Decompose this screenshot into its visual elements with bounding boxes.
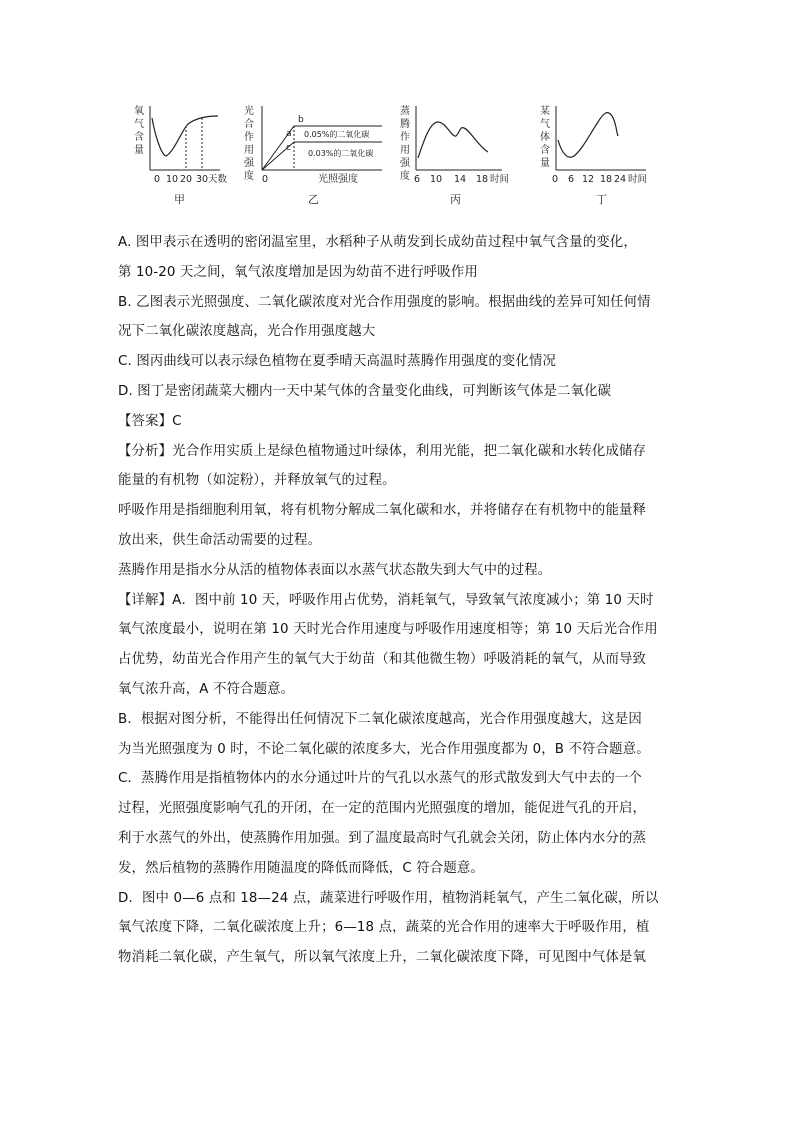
figure-bing-tick-6: 6 bbox=[414, 174, 421, 185]
figure-ding-tick-12: 12 bbox=[582, 174, 595, 185]
figure-bing-ylabel-3: 作 bbox=[400, 132, 410, 143]
figure-bing-tick-18: 18 bbox=[476, 174, 489, 185]
figure-jia-x-unit: 天数 bbox=[208, 174, 228, 185]
analysis-line-1: 【分析】光合作用实质上是绿色植物通过叶绿体，利用光能，把二氧化碳和水转化成储存 bbox=[118, 443, 647, 459]
detail-line-4: 氧气浓升高，A 不符合题意。 bbox=[118, 681, 295, 697]
analysis-line-2: 能量的有机物（如淀粉），并释放氧气的过程。 bbox=[118, 473, 396, 489]
detail-line-12: 氧气浓度下降，二氧化碳浓度上升；6—18 点，蔬菜的光合作用的速率大于呼吸作用，植 bbox=[118, 920, 650, 936]
figure-yi-caption: 乙 bbox=[308, 193, 319, 206]
option-a-line-1: A. 图甲表示在透明的密闭温室里，水稻种子从萌发到长成幼苗过程中氧气含量的变化， bbox=[118, 235, 637, 250]
figure-yi-ylabel-1: 光 bbox=[244, 106, 254, 117]
option-c-line: C. 图丙曲线可以表示绿色植物在夏季晴天高温时蒸腾作用强度的变化情况 bbox=[118, 354, 557, 370]
detail-line-5: B．根据对图分析，不能得出任何情况下二氧化碳浓度越高，光合作用强度越大，这是因 bbox=[118, 711, 642, 727]
figure-bing-curve bbox=[418, 122, 488, 158]
option-a-line-2: 第 10-20 天之间，氧气浓度增加是因为幼苗不进行呼吸作用 bbox=[118, 264, 478, 280]
answer-line: 【答案】C bbox=[118, 413, 182, 429]
figure-bing-x-unit: 时间 bbox=[490, 174, 510, 185]
figure-jia-tick-20: 20 bbox=[180, 174, 193, 185]
detail-line-9: 利于水蒸气的外出，使蒸腾作用加强。到了温度最高时气孔就会关闭，防止体内水分的蒸 bbox=[118, 830, 647, 846]
figure-ding-ylabel-2: 气 bbox=[540, 119, 550, 130]
detail-line-1: 【详解】A．图中前 10 天，呼吸作用占优势，消耗氧气，导致氧气浓度减小；第 10 天时 bbox=[118, 592, 654, 608]
analysis-line-3: 呼吸作用是指细胞利用氧，将有机物分解成二氧化碳和水，并将储存在有机物中的能量释 bbox=[118, 503, 647, 519]
detail-line-13: 物消耗二氧化碳，产生氧气，所以氧气浓度上升，二氧化碳浓度下降，可见图中气体是氧 bbox=[118, 950, 647, 966]
figure-ding-tick-24: 24 bbox=[614, 174, 627, 185]
figure-jia-graph bbox=[130, 100, 230, 212]
figure-bing bbox=[398, 100, 518, 216]
figure-jia bbox=[130, 100, 230, 216]
detail-line-6: 为当光照强度为 0 时，不论二氧化碳的浓度多大，光合作用强度都为 0，B 不符合题意。 bbox=[118, 741, 650, 757]
figure-jia-tick-30: 30 bbox=[196, 174, 209, 185]
figure-yi-ylabel-2: 合 bbox=[244, 119, 254, 130]
figure-ding-tick-0: 0 bbox=[552, 174, 559, 185]
figure-row bbox=[118, 100, 678, 212]
figure-ding-ylabel-5: 量 bbox=[540, 158, 550, 169]
figure-yi-point-a: a bbox=[286, 129, 292, 139]
figure-ding-graph bbox=[538, 100, 668, 212]
figure-ding-ylabel-3: 体 bbox=[540, 132, 550, 143]
figure-bing-ylabel-1: 蒸 bbox=[400, 106, 410, 117]
detail-line-3: 占优势，幼苗光合作用产生的氧气大于幼苗（和其他微生物）呼吸消耗的氧气，从而导致 bbox=[118, 652, 647, 668]
figure-bing-ylabel-2: 腾 bbox=[400, 119, 410, 130]
figure-ding bbox=[538, 100, 668, 216]
question-text bbox=[118, 228, 678, 973]
figure-ding-caption: 丁 bbox=[596, 193, 607, 206]
figure-jia-ylabel-2: 气 bbox=[134, 119, 144, 130]
figure-jia-tick-0: 0 bbox=[154, 174, 161, 185]
figure-ding-ylabel-1: 某 bbox=[540, 106, 550, 117]
figure-yi-series-low: 0.03%的二氧化碳 bbox=[308, 149, 374, 158]
option-d-line: D. 图丁是密闭蔬菜大棚内一天中某气体的含量变化曲线，可判断该气体是二氧化碳 bbox=[118, 383, 612, 399]
detail-line-7: C．蒸腾作用是指植物体内的水分通过叶片的气孔以水蒸气的形式散发到大气中去的一个 bbox=[118, 771, 643, 787]
figure-jia-tick-10: 10 bbox=[166, 174, 179, 185]
figure-yi-x-label: 光照强度 bbox=[318, 174, 358, 185]
figure-jia-ylabel-3: 含 bbox=[134, 132, 144, 143]
figure-jia-ylabel-4: 量 bbox=[134, 145, 144, 156]
figure-yi-point-b: b bbox=[298, 115, 304, 125]
figure-yi-graph bbox=[242, 100, 392, 212]
figure-ding-curve bbox=[558, 113, 618, 158]
figure-bing-ylabel-5: 强 bbox=[400, 158, 410, 169]
figure-jia-ylabel-1: 氧 bbox=[134, 106, 144, 117]
figure-yi-origin: 0 bbox=[262, 174, 269, 185]
figure-yi bbox=[242, 100, 392, 216]
detail-line-8: 过程，光照强度影响气孔的开闭，在一定的范围内光照强度的增加，能促进气孔的开启， bbox=[118, 801, 647, 817]
figure-ding-tick-6: 6 bbox=[568, 174, 575, 185]
figure-yi-ylabel-5: 强 bbox=[244, 158, 254, 169]
figure-bing-tick-10: 10 bbox=[430, 174, 443, 185]
option-b-line-2: 况下二氧化碳浓度越高，光合作用强度越大 bbox=[118, 324, 376, 340]
figure-bing-ylabel-4: 用 bbox=[400, 145, 410, 156]
figure-jia-curve bbox=[152, 116, 218, 156]
figure-bing-ylabel-6: 度 bbox=[400, 171, 410, 182]
option-b-line-1: B. 乙图表示光照强度、二氧化碳浓度对光合作用强度的影响。根据曲线的差异可知任何情 bbox=[118, 294, 651, 310]
figure-ding-x-unit: 时间 bbox=[628, 174, 648, 185]
figure-ding-tick-18: 18 bbox=[600, 174, 613, 185]
figure-yi-ylabel-4: 用 bbox=[244, 145, 254, 156]
figure-bing-caption: 丙 bbox=[450, 193, 461, 206]
figure-ding-ylabel-4: 含 bbox=[540, 145, 550, 156]
figure-bing-tick-14: 14 bbox=[454, 174, 467, 185]
figure-jia-caption: 甲 bbox=[174, 193, 185, 206]
figure-yi-series-high: 0.05%的二氧化碳 bbox=[304, 130, 370, 139]
detail-line-10: 发，然后植物的蒸腾作用随温度的降低而降低，C 符合题意。 bbox=[118, 860, 484, 876]
analysis-line-5: 蒸腾作用是指水分从活的植物体表面以水蒸气状态散失到大气中的过程。 bbox=[118, 562, 552, 578]
figure-yi-ylabel-6: 度 bbox=[244, 171, 254, 182]
figure-yi-point-c: c bbox=[286, 143, 291, 153]
analysis-line-4: 放出来，供生命活动需要的过程。 bbox=[118, 532, 322, 548]
detail-line-2: 氧气浓度最小，说明在第 10 天时光合作用速度与呼吸作用速度相等；第 10 天后光合作用 bbox=[118, 622, 658, 638]
detail-line-11: D．图中 0—6 点和 18—24 点，蔬菜进行呼吸作用，植物消耗氧气，产生二氧化碳，所以 bbox=[118, 890, 659, 906]
figure-bing-graph bbox=[398, 100, 518, 212]
figure-yi-ylabel-3: 作 bbox=[244, 132, 254, 143]
